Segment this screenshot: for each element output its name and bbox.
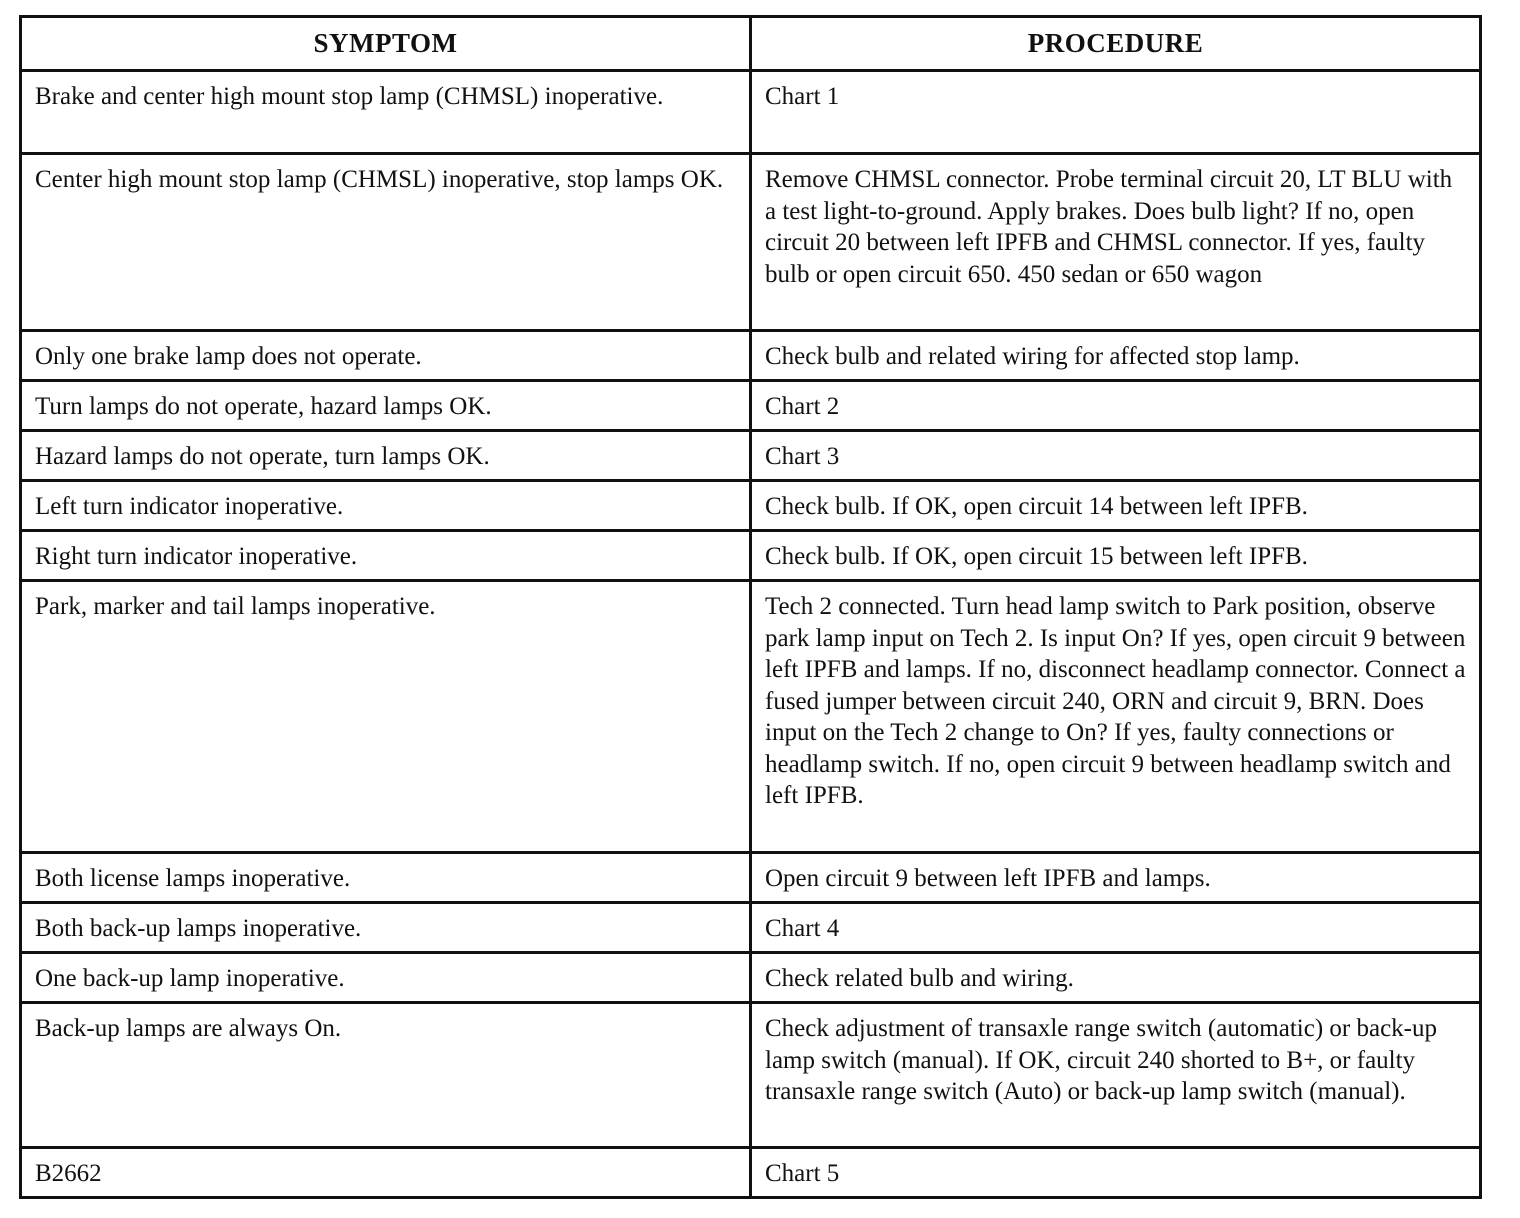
symptom-cell: B2662: [21, 1148, 751, 1198]
table-header-row: [21, 17, 1481, 71]
symptom-cell: Back-up lamps are always On.: [21, 1003, 751, 1148]
symptom-cell: One back-up lamp inoperative.: [21, 953, 751, 1003]
procedure-cell: Tech 2 connected. Turn head lamp switch to Park position, observe park lamp input on Tech 2. Is input On? If yes, open circuit 9 between left IPFB and lamps. If no, disconnect headlamp connector. Connect a fused jumper between circuit 240, ORN and circuit 9, BRN. Does input on the Tech 2 change to On? If yes, faulty connections or headlamp switch. If no, open circuit 9 between headlamp switch and left IPFB.: [751, 581, 1481, 853]
table-row: [21, 903, 1481, 953]
procedure-cell: Chart 1: [751, 71, 1481, 154]
procedure-cell: Chart 4: [751, 903, 1481, 953]
symptom-cell: Both license lamps inoperative.: [21, 853, 751, 903]
symptom-cell: Only one brake lamp does not operate.: [21, 331, 751, 381]
symptom-procedure-table: [19, 15, 1482, 1199]
procedure-cell: Chart 5: [751, 1148, 1481, 1198]
table-row: [21, 853, 1481, 903]
procedure-cell: Open circuit 9 between left IPFB and lamps.: [751, 853, 1481, 903]
table-row: [21, 953, 1481, 1003]
symptom-cell: Turn lamps do not operate, hazard lamps OK.: [21, 381, 751, 431]
diagnosis-table-container: [19, 15, 1479, 1199]
symptom-cell: Park, marker and tail lamps inoperative.: [21, 581, 751, 853]
header-symptom: SYMPTOM: [21, 17, 751, 71]
table-row: [21, 581, 1481, 853]
symptom-cell: Center high mount stop lamp (CHMSL) inoperative, stop lamps OK.: [21, 154, 751, 331]
table-row: [21, 381, 1481, 431]
procedure-cell: Check bulb and related wiring for affected stop lamp.: [751, 331, 1481, 381]
symptom-cell: Left turn indicator inoperative.: [21, 481, 751, 531]
symptom-cell: Brake and center high mount stop lamp (CHMSL) inoperative.: [21, 71, 751, 154]
procedure-cell: Chart 2: [751, 381, 1481, 431]
table-row: [21, 154, 1481, 331]
procedure-cell: Check bulb. If OK, open circuit 14 between left IPFB.: [751, 481, 1481, 531]
table-row: [21, 1148, 1481, 1198]
table-row: [21, 71, 1481, 154]
procedure-cell: Chart 3: [751, 431, 1481, 481]
procedure-cell: Check adjustment of transaxle range switch (automatic) or back-up lamp switch (manual). If OK, circuit 240 shorted to B+, or faulty transaxle range switch (Auto) or back-up lamp switch (manual).: [751, 1003, 1481, 1148]
table-row: [21, 331, 1481, 381]
procedure-cell: Check related bulb and wiring.: [751, 953, 1481, 1003]
symptom-cell: Both back-up lamps inoperative.: [21, 903, 751, 953]
table-row: [21, 431, 1481, 481]
table-row: [21, 531, 1481, 581]
procedure-cell: Remove CHMSL connector. Probe terminal circuit 20, LT BLU with a test light-to-ground. Apply brakes. Does bulb light? If no, open circuit 20 between left IPFB and CHMSL connector. If yes, faulty bulb or open circuit 650. 450 sedan or 650 wagon: [751, 154, 1481, 331]
symptom-cell: Right turn indicator inoperative.: [21, 531, 751, 581]
table-row: [21, 481, 1481, 531]
symptom-cell: Hazard lamps do not operate, turn lamps OK.: [21, 431, 751, 481]
header-procedure: PROCEDURE: [751, 17, 1481, 71]
procedure-cell: Check bulb. If OK, open circuit 15 between left IPFB.: [751, 531, 1481, 581]
table-row: [21, 1003, 1481, 1148]
